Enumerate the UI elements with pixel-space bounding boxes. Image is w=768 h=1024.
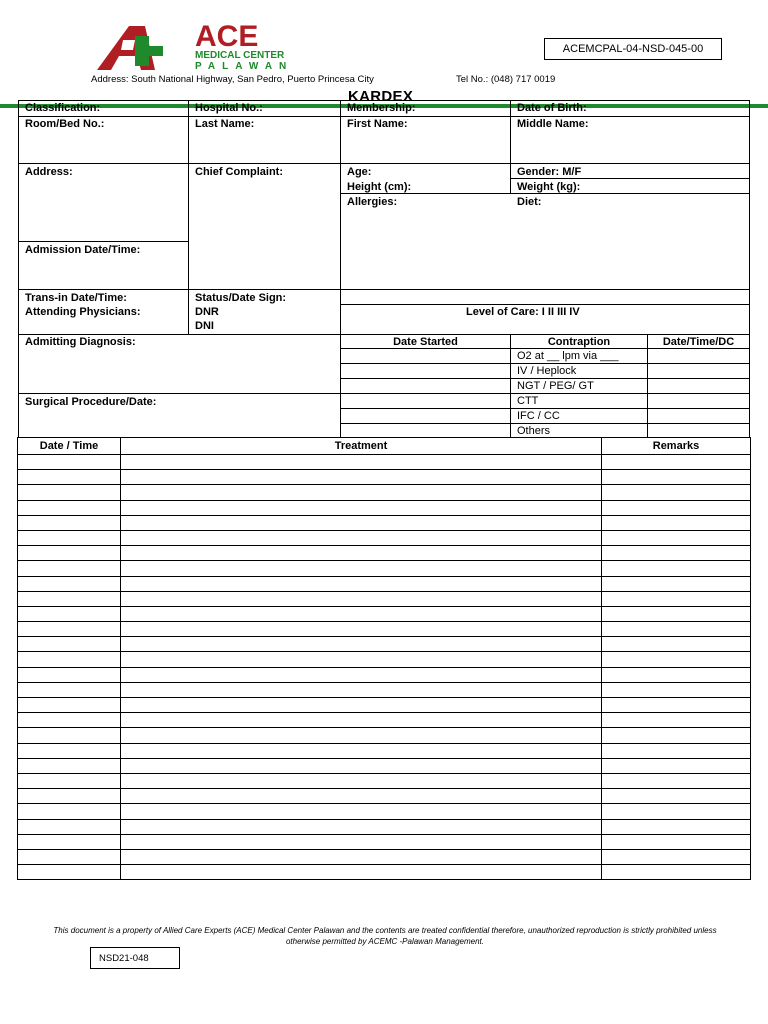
remarks-cell[interactable]: [602, 500, 751, 515]
table-row[interactable]: [18, 591, 751, 606]
treatment-header-row: [18, 438, 751, 455]
table-row[interactable]: [18, 682, 751, 697]
contraption-item: CTT: [517, 395, 539, 407]
weight-label: Weight (kg):: [517, 181, 581, 193]
date-time-cell[interactable]: [18, 773, 121, 788]
dnr-label: DNR: [195, 306, 219, 318]
svg-text:ACE: ACE: [195, 22, 259, 53]
treatment-cell[interactable]: [121, 804, 602, 819]
middle-name-label: Middle Name:: [517, 118, 589, 130]
age-label: Age:: [347, 166, 372, 178]
confidentiality-note: This document is a property of Allied Care Experts (ACE) Medical Center Palawan and the contents are treated confidential therefore, unauthorized reproduction is strictly prohibited unless otherwise permitted by ACEMC -Palawan Management.: [53, 926, 717, 946]
remarks-cell[interactable]: [602, 561, 751, 576]
date-time-cell[interactable]: [18, 470, 121, 485]
date-time-column-header: Date / Time: [18, 438, 121, 455]
hospital-no-label: Hospital No.:: [195, 102, 263, 114]
svg-text:MEDICAL CENTER: MEDICAL CENTER: [195, 50, 285, 61]
address-label: Address:: [25, 166, 73, 178]
date-time-cell[interactable]: [18, 576, 121, 591]
remarks-cell[interactable]: [602, 637, 751, 652]
date-time-cell[interactable]: [18, 652, 121, 667]
page-title: KARDEX: [348, 88, 414, 105]
remarks-cell[interactable]: [602, 606, 751, 621]
date-time-cell[interactable]: [18, 606, 121, 621]
table-row[interactable]: [18, 698, 751, 713]
surgical-procedure-label: Surgical Procedure/Date:: [25, 396, 157, 408]
treatment-column-header: Treatment: [121, 438, 602, 455]
ace-logo-mark-icon: [95, 22, 310, 72]
remarks-cell[interactable]: [602, 865, 751, 880]
table-row[interactable]: [18, 713, 751, 728]
date-time-cell[interactable]: [18, 865, 121, 880]
table-row[interactable]: [18, 789, 751, 804]
remarks-cell[interactable]: [602, 804, 751, 819]
hospital-address: Address: South National Highway, San Pedro, Puerto Princesa City: [91, 74, 374, 85]
table-row[interactable]: [18, 652, 751, 667]
remarks-column-header: Remarks: [602, 438, 751, 455]
treatment-cell[interactable]: [121, 865, 602, 880]
remarks-cell[interactable]: [602, 530, 751, 545]
date-time-cell[interactable]: [18, 713, 121, 728]
remarks-cell[interactable]: [602, 515, 751, 530]
date-time-cell[interactable]: [18, 591, 121, 606]
remarks-cell[interactable]: [602, 819, 751, 834]
date-time-cell[interactable]: [18, 758, 121, 773]
treatment-cell[interactable]: [121, 773, 602, 788]
height-label: Height (cm):: [347, 181, 412, 193]
table-row[interactable]: [18, 804, 751, 819]
remarks-cell[interactable]: [602, 773, 751, 788]
table-row[interactable]: [18, 773, 751, 788]
treatment-cell[interactable]: [121, 758, 602, 773]
treatment-table: [17, 437, 751, 880]
treatment-cell[interactable]: [121, 849, 602, 864]
contraption-item: IFC / CC: [517, 410, 560, 422]
table-row[interactable]: [18, 834, 751, 849]
treatment-cell[interactable]: [121, 652, 602, 667]
trans-in-label: Trans-in Date/Time:: [25, 292, 127, 304]
treatment-cell[interactable]: [121, 667, 602, 682]
table-row[interactable]: [18, 530, 751, 545]
remarks-cell[interactable]: [602, 455, 751, 470]
remarks-cell[interactable]: [602, 713, 751, 728]
date-time-cell[interactable]: [18, 622, 121, 637]
date-time-cell[interactable]: [18, 500, 121, 515]
contraption-item: Others: [517, 425, 551, 437]
treatment-table-body: [18, 455, 751, 880]
remarks-cell[interactable]: [602, 576, 751, 591]
treatment-cell[interactable]: [121, 546, 602, 561]
contraption-item: O2 at __ lpm via ___: [517, 350, 619, 362]
treatment-cell[interactable]: [121, 622, 602, 637]
remarks-cell[interactable]: [602, 591, 751, 606]
treatment-cell[interactable]: [121, 530, 602, 545]
status-date-sign-label: Status/Date Sign:: [195, 292, 287, 304]
table-row[interactable]: [18, 515, 751, 530]
treatment-cell[interactable]: [121, 728, 602, 743]
contraption-item: NGT / PEG/ GT: [517, 380, 594, 392]
classification-label: Classification:: [25, 102, 101, 114]
treatment-cell[interactable]: [121, 682, 602, 697]
remarks-cell[interactable]: [602, 546, 751, 561]
remarks-cell[interactable]: [602, 652, 751, 667]
date-time-cell[interactable]: [18, 485, 121, 500]
contraption-header: Contraption: [547, 336, 611, 348]
treatment-cell[interactable]: [121, 455, 602, 470]
table-row[interactable]: [18, 485, 751, 500]
document-code: ACEMCPAL-04-NSD-045-00: [544, 38, 722, 60]
date-time-cell[interactable]: [18, 728, 121, 743]
table-row[interactable]: [18, 500, 751, 515]
treatment-cell[interactable]: [121, 500, 602, 515]
date-time-cell[interactable]: [18, 637, 121, 652]
treatment-cell[interactable]: [121, 789, 602, 804]
remarks-cell[interactable]: [602, 470, 751, 485]
treatment-cell[interactable]: [121, 470, 602, 485]
date-time-cell[interactable]: [18, 455, 121, 470]
level-of-care-label: Level of Care: I II III IV: [466, 306, 580, 318]
treatment-cell[interactable]: [121, 591, 602, 606]
last-name-label: Last Name:: [195, 118, 255, 130]
date-time-cell[interactable]: [18, 834, 121, 849]
diet-label: Diet:: [517, 196, 542, 208]
remarks-cell[interactable]: [602, 485, 751, 500]
remarks-cell[interactable]: [602, 667, 751, 682]
first-name-label: First Name:: [347, 118, 408, 130]
table-row[interactable]: [18, 622, 751, 637]
form-code: NSD21-048: [90, 947, 180, 969]
remarks-cell[interactable]: [602, 622, 751, 637]
contraption-item: IV / Heplock: [517, 365, 577, 377]
remarks-cell[interactable]: [602, 849, 751, 864]
table-row[interactable]: [18, 728, 751, 743]
date-time-cell[interactable]: [18, 698, 121, 713]
date-time-cell[interactable]: [18, 667, 121, 682]
remarks-cell[interactable]: [602, 789, 751, 804]
table-row[interactable]: [18, 455, 751, 470]
table-row[interactable]: [18, 865, 751, 880]
remarks-cell[interactable]: [602, 758, 751, 773]
remarks-cell[interactable]: [602, 682, 751, 697]
date-of-birth-label: Date of Birth:: [517, 102, 587, 114]
date-time-cell[interactable]: [18, 743, 121, 758]
date-time-cell[interactable]: [18, 546, 121, 561]
date-time-cell[interactable]: [18, 849, 121, 864]
membership-label: Membership:: [347, 102, 416, 114]
date-time-cell[interactable]: [18, 819, 121, 834]
remarks-cell[interactable]: [602, 834, 751, 849]
attending-physicians-label: Attending Physicians:: [25, 306, 141, 318]
date-time-cell[interactable]: [18, 804, 121, 819]
table-row[interactable]: [18, 637, 751, 652]
table-row[interactable]: [18, 743, 751, 758]
treatment-cell[interactable]: [121, 485, 602, 500]
table-row[interactable]: [18, 576, 751, 591]
treatment-cell[interactable]: [121, 713, 602, 728]
admission-label: Admission Date/Time:: [25, 244, 141, 256]
treatment-cell[interactable]: [121, 606, 602, 621]
date-time-cell[interactable]: [18, 561, 121, 576]
table-row[interactable]: [18, 546, 751, 561]
date-time-cell[interactable]: [18, 682, 121, 697]
treatment-cell[interactable]: [121, 743, 602, 758]
allergies-label: Allergies:: [347, 196, 398, 208]
remarks-cell[interactable]: [602, 698, 751, 713]
date-time-dc-header: Date/Time/DC: [662, 336, 735, 348]
table-row[interactable]: [18, 470, 751, 485]
chief-complaint-label: Chief Complaint:: [195, 166, 283, 178]
date-started-header: Date Started: [393, 336, 458, 348]
treatment-cell[interactable]: [121, 515, 602, 530]
treatment-cell[interactable]: [121, 561, 602, 576]
treatment-cell[interactable]: [121, 637, 602, 652]
treatment-cell[interactable]: [121, 834, 602, 849]
date-time-cell[interactable]: [18, 789, 121, 804]
telephone-number: Tel No.: (048) 717 0019: [456, 74, 556, 85]
table-row[interactable]: [18, 819, 751, 834]
date-time-cell[interactable]: [18, 530, 121, 545]
treatment-cell[interactable]: [121, 819, 602, 834]
dni-label: DNI: [195, 320, 214, 332]
admitting-diagnosis-label: Admitting Diagnosis:: [25, 336, 136, 348]
room-bed-label: Room/Bed No.:: [25, 118, 105, 130]
remarks-cell[interactable]: [602, 728, 751, 743]
date-time-cell[interactable]: [18, 515, 121, 530]
treatment-cell[interactable]: [121, 698, 602, 713]
table-row[interactable]: [18, 758, 751, 773]
remarks-cell[interactable]: [602, 743, 751, 758]
table-row[interactable]: [18, 667, 751, 682]
svg-text:PALAWAN: PALAWAN: [195, 61, 294, 72]
table-row[interactable]: [18, 606, 751, 621]
gender-label: Gender: M/F: [517, 166, 582, 178]
ace-logo: [95, 22, 310, 72]
treatment-cell[interactable]: [121, 576, 602, 591]
table-row[interactable]: [18, 561, 751, 576]
table-row[interactable]: [18, 849, 751, 864]
